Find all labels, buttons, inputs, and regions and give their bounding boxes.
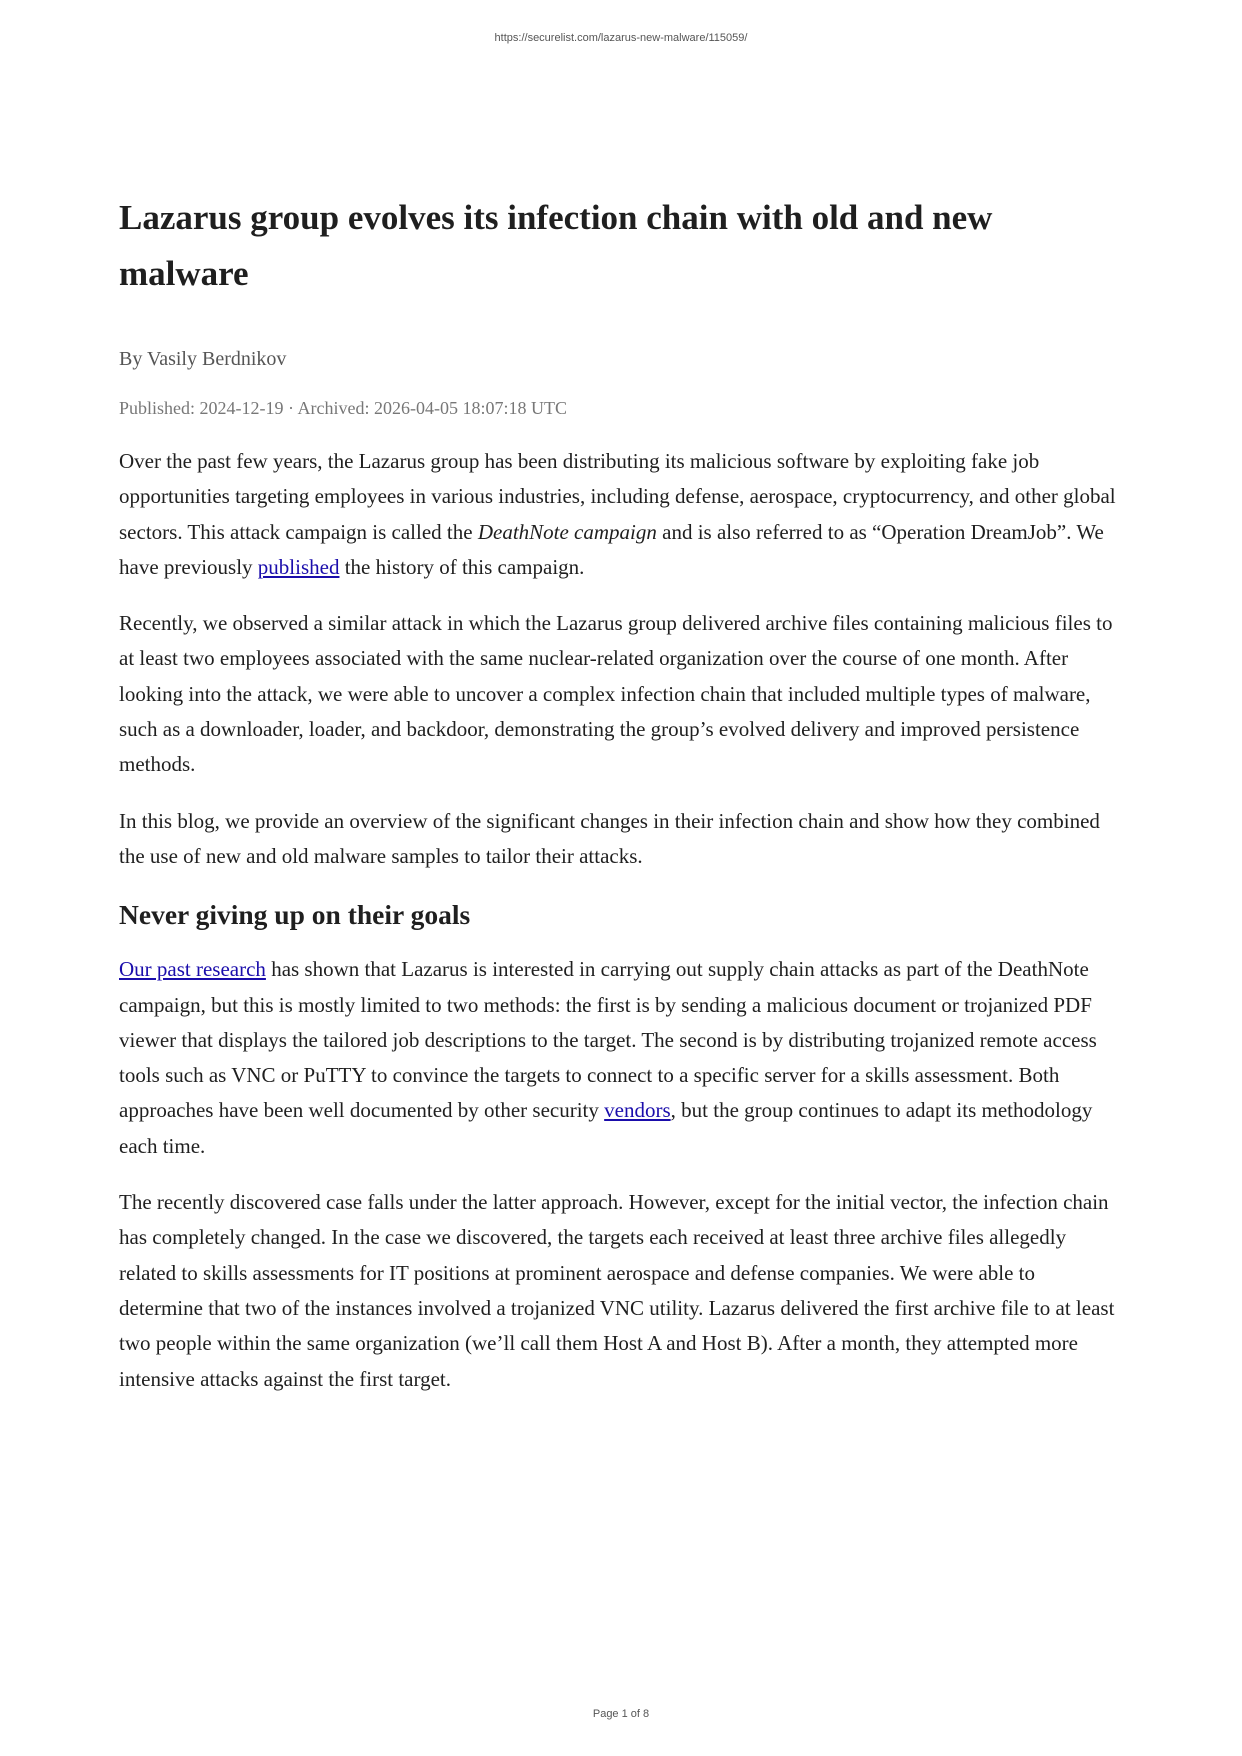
article-title: Lazarus group evolves its infection chain with old and new malware — [119, 198, 993, 293]
paragraph-4 — [119, 952, 1124, 1164]
p1-text-2: and is also referred to as “Operation DreamJob”. We have previously — [119, 519, 1104, 579]
paragraph-2: Recently, we observed a similar attack in which the Lazarus group delivered archive files containing malicious files to at least two employees associated with the same nuclear-related organization over the course of one month. After looking into the attack, we were able to uncover a complex infection chain that included multiple types of malware, such as a downloader, loader, and backdoor, demonstrating the group’s evolved delivery and improved persistence methods. — [119, 611, 1113, 777]
vendors-link[interactable]: vendors — [604, 1098, 671, 1123]
article-body — [119, 444, 1124, 1418]
paragraph-3: In this blog, we provide an overview of the significant changes in their infection chain and show how they combined the use of new and old malware samples to tailor their attacks. — [119, 808, 1100, 868]
p4-text-1: has shown that Lazarus is interested in carrying out supply chain attacks as part of the DeathNote campaign, but this is mostly limited to two methods: the first is by sending a malicious document or trojanized PDF viewer that displays the tailored job descriptions to the target. The second is by distributing trojanized remote access tools such as VNC or PuTTY to convince the targets to connect to a specific server for a skills assessment. Both approaches have been well documented by other security — [119, 957, 1097, 1123]
paragraph-5: The recently discovered case falls under the latter approach. However, except for the initial vector, the infection chain has completely changed. In the case we discovered, the targets each received at least three archive files allegedly related to skills assessments for IT positions at prominent aerospace and defense companies. We were able to determine that two of the instances involved a trojanized VNC utility. Lazarus delivered the first archive file to at least two people within the same organization (we’ll call them Host A and Host B). After a month, they attempted more intensive attacks against the first target. — [119, 1190, 1115, 1391]
section-heading: Never giving up on their goals — [119, 899, 471, 931]
p4-text-2: , but the group continues to adapt its methodology each time. — [119, 1098, 1093, 1158]
page-number: Page 1 of 8 — [592, 1708, 650, 1720]
p1-emphasis: DeathNote campaign — [477, 519, 657, 544]
page-url: https://securelist.com/lazarus-new-malware/115059/ — [494, 32, 748, 44]
p1-text-3: the history of this campaign. — [339, 554, 585, 579]
past-research-link[interactable]: Our past research — [119, 957, 266, 982]
paragraph-1 — [119, 444, 1124, 585]
publish-meta: Published: 2024-12-19 · Archived: 2026-04-05 18:07:18 UTC — [119, 398, 567, 418]
published-link[interactable]: published — [257, 554, 340, 579]
p1-text-1: Over the past few years, the Lazarus group has been distributing its malicious software by exploiting fake job opportunities targeting employees in various industries, including defense, aerospace, cryptocurrency, and other global sectors. This attack campaign is called the — [119, 449, 1116, 544]
byline: By Vasily Berdnikov — [119, 348, 287, 370]
